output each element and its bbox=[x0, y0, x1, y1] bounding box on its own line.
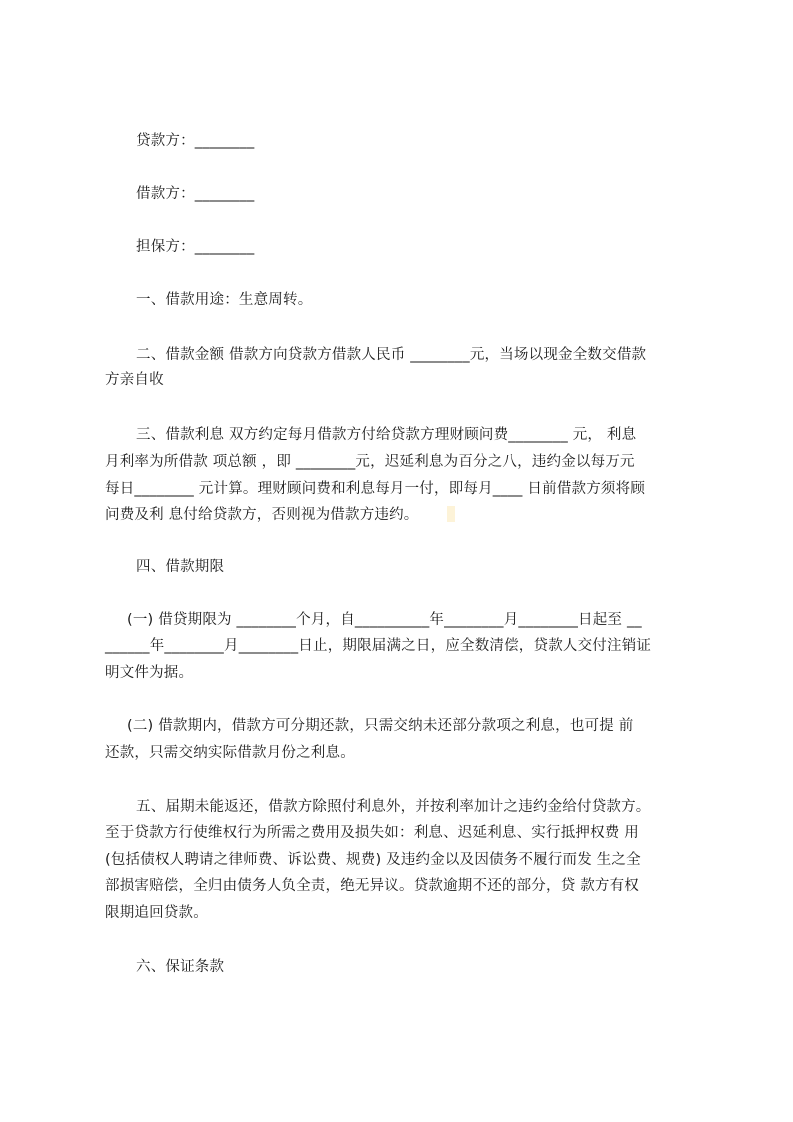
clause-4-title: 四、借款期限 bbox=[136, 559, 225, 575]
clause-3-line-4: 问费及利 息付给贷款方，否则视为借款方违约。 bbox=[105, 507, 419, 523]
clause-4-1-line-3: 明文件为据。 bbox=[105, 665, 194, 681]
lender-line: 贷款方：________ bbox=[136, 133, 255, 149]
clause-5-line-1: 五、届期未能返还，借款方除照付利息外，并按利率加计之违约金给付贷款方。 bbox=[136, 799, 651, 815]
clause-4-2-line-1: (二) 借款期内，借款方可分期还款，只需交纳未还部分款项之利息，也可提 前 bbox=[127, 718, 634, 734]
clause-3-line-3: 每日________ 元计算。理财顾问费和利息每月一付，即每月____ 日前借款方须将顾 bbox=[105, 481, 646, 497]
clause-4-1-line-1: (一) 借贷期限为 ________个月，自__________年________月________日起至 __ bbox=[127, 612, 642, 628]
clause-5-line-3: (包括债权人聘请之律师费、诉讼费、规费) 及违约金以及因债务不履行而发 生之全 bbox=[105, 852, 641, 868]
text-highlight-mark bbox=[447, 506, 455, 522]
guarantor-line: 担保方：________ bbox=[136, 239, 255, 255]
clause-4-2-line-2: 还款，只需交纳实际借款月份之利息。 bbox=[105, 745, 355, 761]
clause-5-line-2: 至于贷款方行使维权行为所需之费用及损失如：利息、迟延利息、实行抵押权费 用 bbox=[105, 825, 640, 841]
clause-3-line-1: 三、借款利息 双方约定每月借款方付给贷款方理财顾问费________ 元， 利息 bbox=[136, 427, 637, 443]
clause-1-purpose: 一、借款用途：生意周转。 bbox=[136, 292, 313, 308]
clause-2-line-1: 二、借款金额 借款方向贷款方借款人民币 ________元，当场以现金全数交借款 bbox=[136, 347, 647, 363]
clause-5-line-5: 限期追回贷款。 bbox=[105, 905, 208, 921]
borrower-line: 借款方：________ bbox=[136, 186, 255, 202]
clause-4-1-line-2: ______年________月________日止，期限届满之日，应全数清偿，贷款人交付注销证 bbox=[105, 638, 652, 654]
clause-2-line-2: 方亲自收 bbox=[105, 372, 164, 388]
clause-3-line-2: 月利率为所借款 项总额 ，即 ________元，迟延利息为百分之八，违约金以每万元 bbox=[105, 454, 635, 470]
clause-6-title: 六、保证条款 bbox=[136, 959, 225, 975]
clause-5-line-4: 部损害赔偿，全归由债务人负全责，绝无异议。贷款逾期不还的部分，贷 款方有权 bbox=[105, 878, 640, 894]
